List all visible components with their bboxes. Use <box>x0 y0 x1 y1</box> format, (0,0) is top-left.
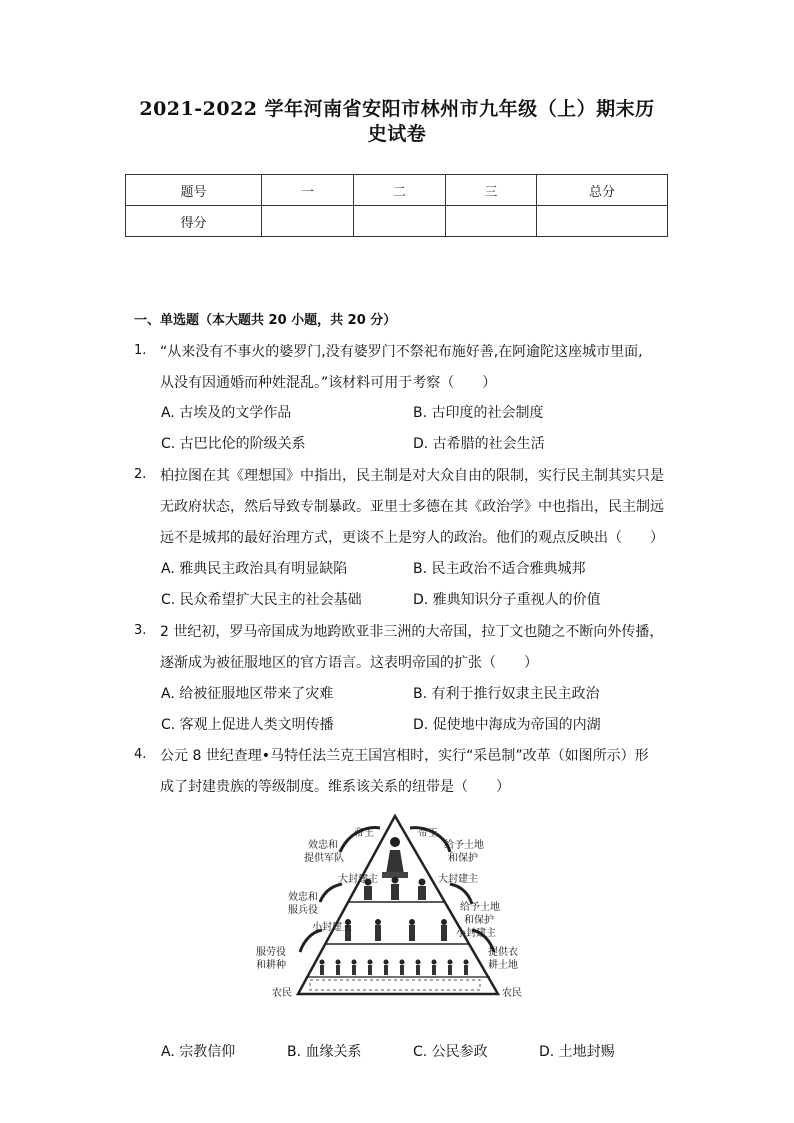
question-number: 2. <box>134 467 147 482</box>
label-loyalty-service-2: 服兵役 <box>288 905 318 916</box>
option-a[interactable]: A. 古埃及的文学作品 <box>161 405 292 421</box>
label-peasant-left: 农民 <box>272 988 292 999</box>
question-number: 1. <box>134 343 147 358</box>
question-number: 3. <box>134 623 147 638</box>
option-c[interactable]: C. 民众希望扩大民主的社会基础 <box>161 592 362 608</box>
arrow-left-mid <box>320 884 342 902</box>
section-title: 一、单选题（本大题共 20 小题，共 20 分） <box>134 313 397 328</box>
question-number: 4. <box>134 747 147 762</box>
label-peasant-right: 农民 <box>502 988 522 999</box>
score-header-cell: 二 <box>354 175 446 206</box>
score-cell[interactable] <box>262 206 354 237</box>
label-big-lord-left: 大封建主 <box>338 874 378 885</box>
arrow-right-mid <box>450 884 472 904</box>
question-text: 从没有因通婚而种姓混乱。”该材料可用于考察（ ） <box>160 375 497 391</box>
option-a[interactable]: A. 宗教信仰 <box>161 1044 236 1060</box>
question-text: 公元 8 世纪查理•马特任法兰克王国宫相时，实行“采邑制”改革（如图所示）形 <box>160 748 649 764</box>
option-d[interactable]: D. 古希腊的社会生活 <box>413 436 545 452</box>
label-labor-farming-2: 和耕种 <box>256 960 286 971</box>
score-table-header-row <box>126 175 668 206</box>
emperor-figure <box>382 837 408 878</box>
question-text: 远不是城邦的最好治理方式，更谈不上是穷人的政治。他们的观点反映出（ ） <box>160 530 664 546</box>
label-provide-land-2: 耕土地 <box>488 960 518 971</box>
feudal-hierarchy-diagram <box>250 812 540 1012</box>
label-emperor-left: 帝王 <box>354 828 374 839</box>
score-header-cell: 题号 <box>126 175 262 206</box>
label-loyalty-military-2: 提供军队 <box>304 853 344 864</box>
question-text: 无政府状态，然后导致专制暴政。亚里士多德在其《政治学》中也指出，民主制远 <box>160 499 664 515</box>
arrow-left-bottom <box>300 930 322 952</box>
option-c[interactable]: C. 公民参政 <box>413 1044 488 1060</box>
option-b[interactable]: B. 古印度的社会制度 <box>413 405 544 421</box>
score-table <box>125 174 668 237</box>
exam-title-line-1: 2021-2022 学年河南省安阳市林州市九年级（上）期末历 <box>139 98 655 120</box>
option-b[interactable]: B. 血缘关系 <box>287 1044 362 1060</box>
label-give-land-2a: 给予土地 <box>460 902 500 913</box>
question-text: “从来没有不事火的婆罗门,没有婆罗门不祭祀布施好善,在阿逾陀这座城市里面, <box>160 344 643 360</box>
option-b[interactable]: B. 民主政治不适合雅典城邦 <box>413 561 586 577</box>
label-provide-land-1: 提供衣 <box>488 947 518 958</box>
question-text: 逐渐成为被征服地区的官方语言。这表明帝国的扩张（ ） <box>160 655 538 671</box>
option-b[interactable]: B. 有利于推行奴隶主民主政治 <box>413 686 600 702</box>
option-a[interactable]: A. 给被征服地区带来了灾难 <box>161 686 334 702</box>
option-c[interactable]: C. 古巴比伦的阶级关系 <box>161 436 306 452</box>
question-text: 柏拉图在其《理想国》中指出，民主制是对大众自由的限制，实行民主制其实只是 <box>160 468 664 484</box>
score-row-label: 得分 <box>126 206 262 237</box>
score-cell[interactable] <box>537 206 668 237</box>
peasant-figures <box>310 960 480 991</box>
option-d[interactable]: D. 促使地中海成为帝国的内湖 <box>413 717 601 733</box>
label-small-lord-left: 小封建主 <box>312 922 352 933</box>
option-d[interactable]: D. 雅典知识分子重视人的价值 <box>413 592 601 608</box>
label-labor-farming-1: 服劳役 <box>256 947 286 958</box>
score-cell[interactable] <box>354 206 446 237</box>
score-header-cell: 总分 <box>537 175 668 206</box>
question-text: 2 世纪初，罗马帝国成为地跨欧亚非三洲的大帝国，拉丁文也随之不断向外传播， <box>160 624 664 640</box>
question-text: 成了封建贵族的等级制度。维系该关系的纽带是（ ） <box>160 779 510 795</box>
exam-title-line-2: 史试卷 <box>367 123 427 145</box>
score-header-cell: 三 <box>446 175 537 206</box>
option-d[interactable]: D. 土地封赐 <box>539 1044 615 1060</box>
label-give-land-1a: 给予土地 <box>444 840 484 851</box>
small-lord-figures <box>345 919 447 941</box>
label-loyalty-military-1: 效忠和 <box>308 840 338 851</box>
label-loyalty-service-1: 效忠和 <box>288 892 318 903</box>
label-small-lord-right: 小封建主 <box>456 928 496 939</box>
score-table-score-row <box>126 206 668 237</box>
score-header-cell: 一 <box>262 175 354 206</box>
label-big-lord-right: 大封建主 <box>438 874 478 885</box>
option-c[interactable]: C. 客观上促进人类文明传播 <box>161 717 334 733</box>
label-emperor-right: 帝王 <box>418 828 438 839</box>
option-a[interactable]: A. 雅典民主政治具有明显缺陷 <box>161 561 348 577</box>
score-cell[interactable] <box>446 206 537 237</box>
label-give-land-1b: 和保护 <box>448 853 478 864</box>
label-give-land-2b: 和保护 <box>464 915 494 926</box>
